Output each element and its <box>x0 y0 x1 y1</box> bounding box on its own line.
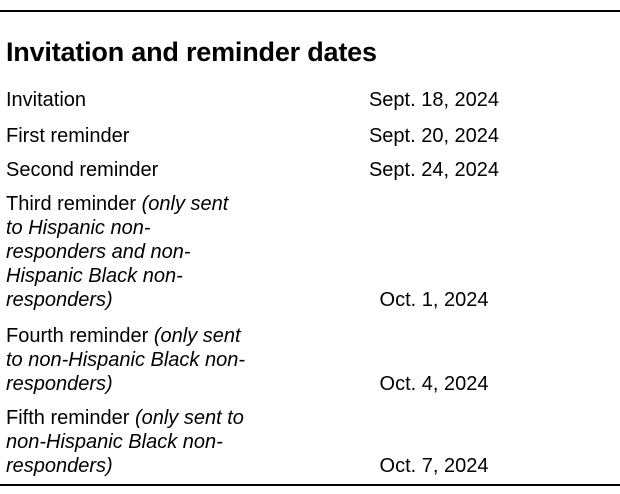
row-label: Fourth reminder (only sent to non-Hispanic Black non-responders) <box>6 325 246 395</box>
bottom-rule <box>0 484 620 486</box>
row-date: Sept. 18, 2024 <box>368 89 500 111</box>
row-label: Fifth reminder (only sent to non-Hispanic Black non-responders) <box>6 407 244 477</box>
row-note: (only sent to non-Hispanic Black non-responders) <box>6 325 246 395</box>
row-date: Oct. 1, 2024 <box>379 289 489 311</box>
row-label: Third reminder (only sent to Hispanic non-responders and non-Hispanic Black non-responders) <box>6 193 229 311</box>
row-note: (only sent to Hispanic non-responders and non-Hispanic Black non-responders) <box>6 193 229 311</box>
table-row-first-reminder <box>0 124 620 148</box>
table-row-third-reminder <box>0 192 620 312</box>
table-row-second-reminder <box>0 158 620 182</box>
row-note: (only sent to non-Hispanic Black non-responders) <box>6 407 244 477</box>
table-row-invitation <box>0 88 620 112</box>
row-date: Sept. 20, 2024 <box>368 125 500 147</box>
table-title: Invitation and reminder dates <box>6 37 377 67</box>
row-label: Invitation <box>6 89 87 111</box>
row-label: Second reminder <box>6 159 159 181</box>
row-date: Oct. 7, 2024 <box>379 455 489 477</box>
row-date: Oct. 4, 2024 <box>379 373 489 395</box>
table-row-fifth-reminder <box>0 406 620 478</box>
table-row-fourth-reminder <box>0 324 620 396</box>
top-rule <box>0 10 620 12</box>
row-label: First reminder <box>6 125 130 147</box>
row-date: Sept. 24, 2024 <box>368 159 500 181</box>
